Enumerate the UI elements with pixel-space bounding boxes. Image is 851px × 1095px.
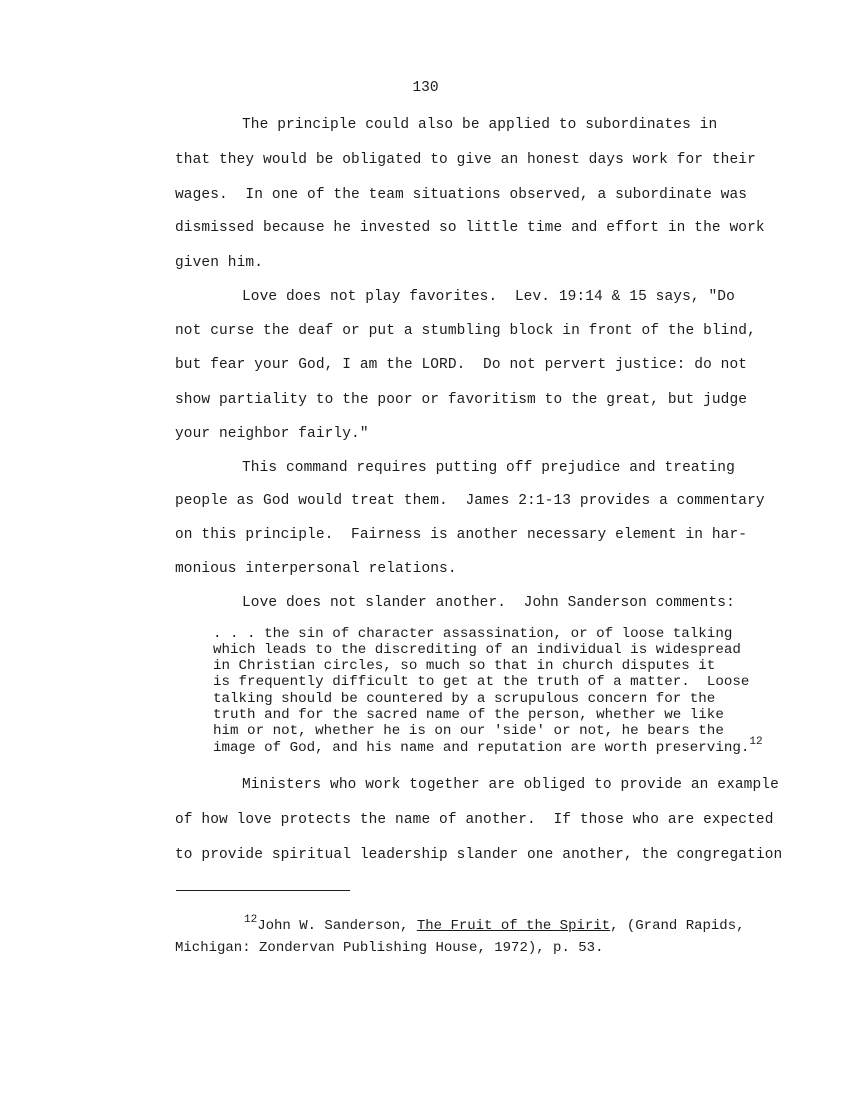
quote-line: . . . the sin of character assassination, or of loose talking (213, 626, 733, 642)
body-line: but fear your God, I am the LORD. Do not pervert justice: do not (175, 357, 748, 373)
body-line: show partiality to the poor or favoritism to the great, but judge (175, 392, 748, 408)
body-line: your neighbor fairly." (175, 426, 369, 442)
quote-line: in Christian circles, so much so that in church disputes it (213, 658, 716, 674)
body-line: to provide spiritual leadership slander one another, the congregation (175, 847, 783, 863)
footnote-author: John W. Sanderson, (257, 918, 417, 934)
body-line: dismissed because he invested so little time and effort in the work (175, 220, 765, 236)
footnote-title: The Fruit of the Spirit (416, 918, 611, 934)
footnote-line (244, 914, 745, 935)
quote-line: him or not, whether he is on our 'side' or not, he bears the (213, 723, 724, 739)
page-number: 130 (412, 80, 439, 96)
quote-line: which leads to the discrediting of an individual is widespread (213, 642, 741, 658)
body-line: of how love protects the name of another. If those who are expected (175, 812, 774, 828)
body-line: that they would be obligated to give an honest days work for their (175, 152, 756, 168)
body-line: monious interpersonal relations. (175, 561, 457, 577)
quote-line (213, 736, 763, 757)
body-line: on this principle. Fairness is another necessary element in har- (175, 527, 748, 543)
quote-line: is frequently difficult to get at the truth of a matter. Loose (213, 674, 750, 690)
quote-line-text: image of God, and his name and reputation are worth preserving. (213, 740, 750, 756)
footnote-rule (176, 890, 350, 891)
quote-line: truth and for the sacred name of the person, whether we like (213, 707, 724, 723)
body-line: Love does not play favorites. Lev. 19:14 & 15 says, "Do (242, 289, 735, 305)
quote-line: talking should be countered by a scrupulous concern for the (213, 691, 716, 707)
body-line: people as God would treat them. James 2:1-13 provides a commentary (175, 493, 765, 509)
body-line: given him. (175, 255, 264, 271)
footnote-reference: 12 (749, 736, 763, 748)
body-line: wages. In one of the team situations observed, a subordinate was (175, 187, 748, 203)
body-line: Ministers who work together are obliged to provide an example (242, 777, 779, 793)
body-line: Love does not slander another. John Sanderson comments: (242, 595, 735, 611)
body-line: The principle could also be applied to subordinates in (242, 117, 718, 133)
body-line: not curse the deaf or put a stumbling block in front of the blind, (175, 323, 756, 339)
body-line: This command requires putting off prejudice and treating (242, 460, 735, 476)
footnote-line: Michigan: Zondervan Publishing House, 1972), p. 53. (175, 940, 604, 956)
footnote-publisher-start: , (Grand Rapids, (610, 918, 745, 934)
footnote-marker: 12 (244, 914, 258, 926)
